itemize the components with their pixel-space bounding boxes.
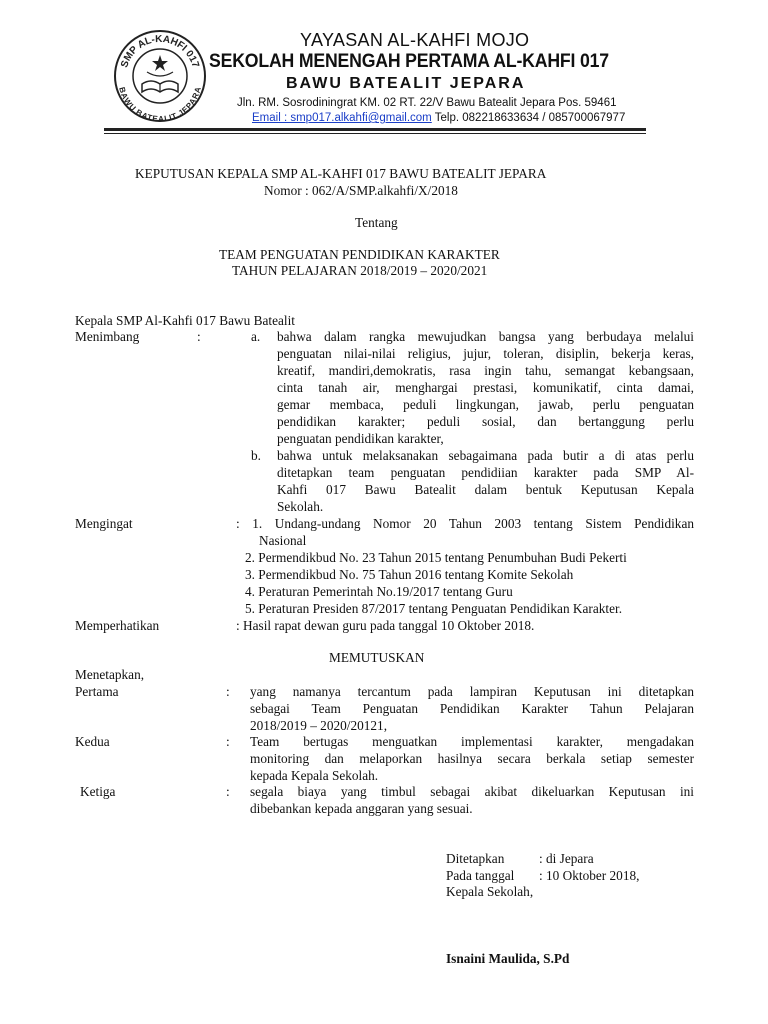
school-address: Jln. RM. Sosrodiningrat KM. 02 RT. 22/V Bawu Batealit Jepara Pos. 59461	[237, 97, 617, 109]
email-link[interactable]: Email : smp017.alkahfi@gmail.com	[252, 112, 432, 124]
menimbang-label: Menimbang	[75, 329, 140, 344]
subject-line-1: TEAM PENGUATAN PENDIDIKAN KARAKTER	[219, 247, 500, 262]
memperhatikan-label: Memperhatikan	[75, 618, 160, 633]
signatory-role: Kepala Sekolah,	[446, 884, 534, 899]
pertama-colon: :	[226, 684, 230, 699]
ketiga-line: segala biaya yang timbul sebagai akibat dikeluarkan Keputusan ini	[250, 784, 694, 799]
kedua-line: Team bertugas menguatkan implementasi karakter, mengadakan	[250, 734, 694, 749]
menimbang-a-line: penguatan pendidikan karakter,	[277, 431, 444, 446]
pertama-line: yang namanya tercantum pada lampiran Keputusan ini ditetapkan	[250, 684, 694, 699]
pertama-line: 2018/2019 – 2020/20121,	[250, 718, 388, 733]
menimbang-b-line: Kahfi 017 Bawu Batealit dalam bentuk Keputusan Kepala	[277, 482, 694, 497]
ketiga-label: Ketiga	[80, 784, 116, 799]
mengingat-item-1: : 1. Undang-undang Nomor 20 Tahun 2003 tentang Sistem Pendidikan	[236, 516, 694, 531]
set-at-value: : di Jepara	[539, 851, 594, 866]
letterhead-divider-thin	[104, 133, 646, 134]
foundation-name: YAYASAN AL-KAHFI MOJO	[300, 30, 530, 50]
menimbang-a-line: kreatif, mandiri,demokratis, rasa ingin tahu, semangat kebangsaan,	[277, 363, 694, 378]
memperhatikan-text: : Hasil rapat dewan guru pada tanggal 10 Oktober 2018.	[236, 618, 535, 633]
school-logo	[112, 28, 208, 124]
pertama-label: Pertama	[75, 684, 119, 699]
menimbang-a-line: gemar membaca, peduli lingkungan, jawab, perlu penguatan	[277, 397, 694, 412]
menimbang-a-line: bahwa dalam rangka mewujudkan bangsa yang berbudaya melalui	[277, 329, 694, 344]
mengingat-item-4: 4. Peraturan Pemerintah No.19/2017 tentang Guru	[245, 584, 513, 599]
school-location: BAWU BATEALIT JEPARA	[286, 75, 526, 92]
date-value: : 10 Oktober 2018,	[539, 868, 640, 883]
menimbang-a-marker: a.	[251, 329, 261, 344]
menimbang-a-line: penguatan nilai-nilai religius, jujur, toleran, disiplin, bekerja keras,	[277, 346, 694, 361]
menimbang-colon: :	[197, 329, 201, 344]
mengingat-label: Mengingat	[75, 516, 133, 531]
menimbang-a-line: cinta tanah air, menghargai prestasi, komunikatif, cinta damai,	[277, 380, 694, 395]
kedua-line: monitoring dan melaporkan hasilnya secara berkala setiap semester	[250, 751, 694, 766]
logo-text-top: SMP AL-KAHFI 017	[119, 33, 201, 70]
menimbang-b-line: ditetapkan team penguatan pendidiian karakter pada SMP Al-	[277, 465, 694, 480]
ketiga-line: dibebankan kepada anggaran yang sesuai.	[250, 801, 473, 816]
menetapkan-label: Menetapkan,	[75, 667, 145, 682]
mengingat-item-1-cont: Nasional	[259, 533, 307, 548]
letterhead-divider-thick	[104, 128, 646, 131]
mengingat-item-2: 2. Permendikbud No. 23 Tahun 2015 tentang Penumbuhan Budi Pekerti	[245, 550, 627, 565]
date-label: Pada tanggal	[446, 868, 515, 883]
mengingat-item-3: 3. Permendikbud No. 75 Tahun 2016 tentang Komite Sekolah	[245, 567, 574, 582]
decree-title: KEPUTUSAN KEPALA SMP AL-KAHFI 017 BAWU BATEALIT JEPARA	[135, 166, 547, 181]
signatory-name: Isnaini Maulida, S.Pd	[446, 951, 570, 966]
kedua-line: kepada Kepala Sekolah.	[250, 768, 379, 783]
school-name: SEKOLAH MENENGAH PERTAMA AL-KAHFI 017	[209, 51, 609, 72]
decision-heading: MEMUTUSKAN	[329, 650, 425, 665]
phone-numbers: Telp. 082218633634 / 085700067977	[431, 112, 626, 124]
about-label: Tentang	[355, 215, 398, 230]
contact-line	[252, 112, 625, 124]
menimbang-b-marker: b.	[251, 448, 261, 463]
logo-text-bottom: BAWU BATEALIT JEPARA	[117, 86, 203, 124]
decree-number: Nomor : 062/A/SMP.alkahfi/X/2018	[264, 183, 458, 198]
menimbang-a-line: pendidikan karakter; peduli sosial, dan bertanggung perlu	[277, 414, 694, 429]
pertama-line: sebagai Team Penguatan Pendidikan Karakter Tahun Pelajaran	[250, 701, 694, 716]
set-at-label: Ditetapkan	[446, 851, 505, 866]
menimbang-b-line: Sekolah.	[277, 499, 324, 514]
kedua-colon: :	[226, 734, 230, 749]
mengingat-item-5: 5. Peraturan Presiden 87/2017 tentang Penguatan Pendidikan Karakter.	[245, 601, 623, 616]
ketiga-colon: :	[226, 784, 230, 799]
subject-line-2: TAHUN PELAJARAN 2018/2019 – 2020/2021	[232, 263, 488, 278]
menimbang-b-line: bahwa untuk melaksanakan sebagaimana pada butir a di atas perlu	[277, 448, 694, 463]
issuer: Kepala SMP Al-Kahfi 017 Bawu Batealit	[75, 313, 295, 328]
kedua-label: Kedua	[75, 734, 110, 749]
